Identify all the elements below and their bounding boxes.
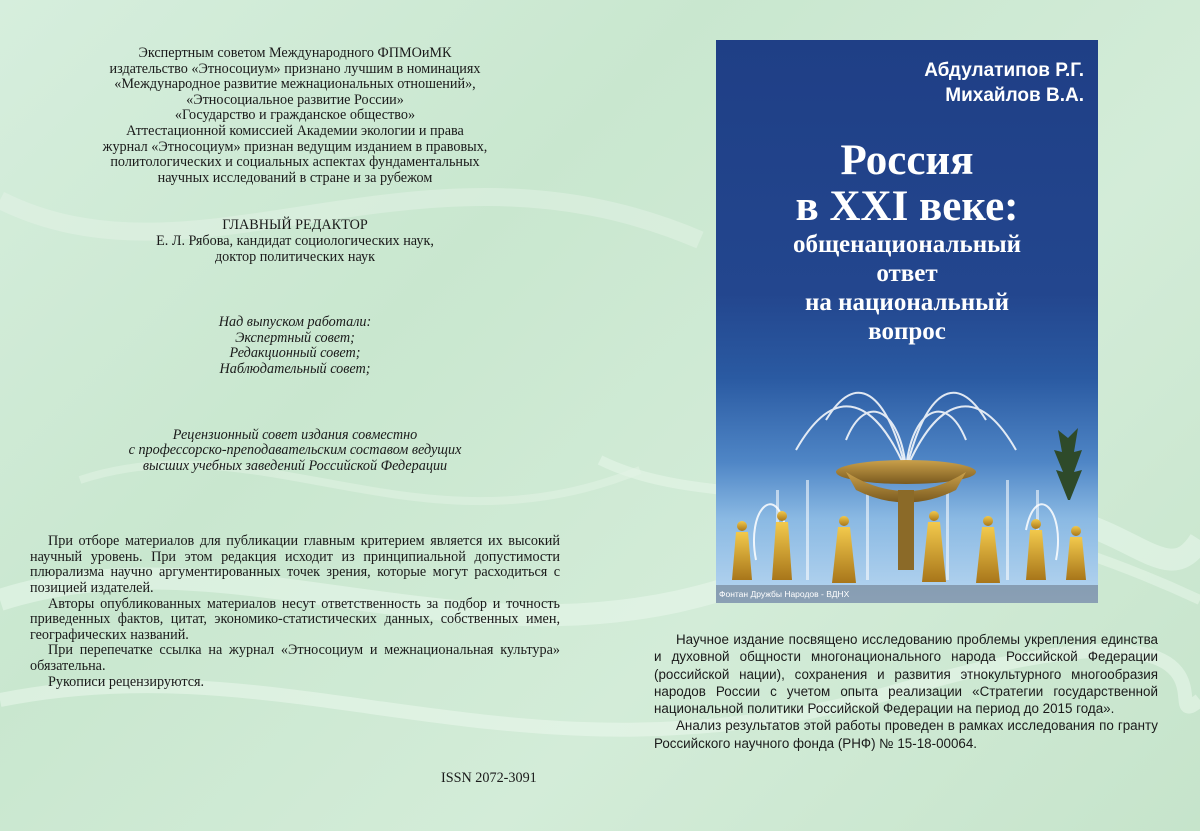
editor-block (30, 218, 560, 265)
review-line: Рецензионный совет издания совместно (172, 426, 418, 443)
annotation-paragraph: Научное издание посвящено исследованию проблемы укрепления единства и духовной общности многонационального народа Российской Федерации (российской нации), сохранения и развития этнокультурного многообразия народов России с учетом опыта реализации «Стратегии государственной национальной политики Российской Федерации на период до 2015 года». (654, 632, 1158, 717)
policy-paragraph: Авторы опубликованных материалов несут ответственность за подбор и точность приведенных фактов, цитат, экономико-статистических данных, собственных имен, географических названий. (30, 595, 560, 643)
cover-title (716, 138, 1098, 230)
policy-text (30, 534, 560, 690)
policy-paragraph: При отборе материалов для публикации главным критерием является их высокий научный уровень. При этом редакция исходит из принципиальной допустимости плюрализма научно аргументированных точек зрения, которые могут расходиться с позицией издателей. (30, 533, 560, 597)
review-block (30, 428, 560, 475)
awards-line: издательство «Этносоциум» признано лучшим в номинациях (109, 60, 481, 77)
cover-authors (924, 58, 1084, 108)
editor-heading: ГЛАВНЫЙ РЕДАКТОР (222, 217, 368, 234)
awards-block (30, 46, 560, 186)
cover-subtitle-line: ответ (876, 260, 938, 287)
issn-number: ISSN 2072-3091 (441, 770, 537, 786)
worked-line: Наблюдательный совет; (219, 360, 371, 377)
right-column-annotation (654, 631, 1158, 752)
awards-line: политологических и социальных аспектах фундаментальных (110, 154, 480, 171)
cover-subtitle (716, 230, 1098, 346)
cover-title-line: в XXI веке: (795, 183, 1019, 230)
awards-line: журнал «Этносоциум» признан ведущим изданием в правовых, (102, 138, 488, 155)
cover-author: Абдулатипов Р.Г. (924, 60, 1084, 81)
worked-line: Редакционный совет; (229, 345, 361, 362)
cover-title-line: Россия (840, 137, 974, 184)
worked-heading: Над выпуском работали: (218, 314, 372, 331)
awards-line: «Этносоциальное развитие России» (186, 91, 404, 108)
cover-subtitle-line: вопрос (868, 318, 946, 345)
cover-subtitle-line: на национальный (804, 289, 1010, 316)
awards-line: научных исследований в стране и за рубежом (157, 169, 433, 186)
fountain-image (716, 360, 1098, 603)
left-column (30, 46, 560, 690)
cover-photo-caption: Фонтан Дружбы Народов - ВДНХ (719, 589, 850, 599)
review-line: высших учебных заведений Российской Федерации (142, 457, 448, 474)
editor-line: доктор политических наук (214, 248, 376, 265)
annotation-paragraph: Анализ результатов этой работы проведен в рамках исследования по гранту Российского научного фонда (РНФ) № 15-18-00064. (654, 718, 1158, 751)
awards-line: «Международное развитие межнациональных отношений», (114, 76, 476, 93)
review-line: с профессорско-преподавательским составом ведущих (128, 442, 462, 459)
policy-paragraph: При перепечатке ссылка на журнал «Этносоциум и межнациональная культура» обязательна. (30, 642, 560, 675)
worked-line: Экспертный совет; (235, 329, 355, 346)
cover-subtitle-line: общенациональный (792, 231, 1022, 258)
editor-line: Е. Л. Рябова, кандидат социологических наук, (156, 232, 434, 249)
cover-author: Михайлов В.А. (945, 85, 1084, 106)
awards-line: Экспертным советом Международного ФПМОиМК (138, 45, 452, 61)
policy-paragraph: Рукописи рецензируются. (48, 673, 205, 690)
awards-line: Аттестационной комиссией Академии экологии и права (126, 122, 464, 139)
awards-line: «Государство и гражданское общество» (174, 107, 416, 124)
book-cover (716, 40, 1098, 603)
worked-block (30, 315, 560, 377)
